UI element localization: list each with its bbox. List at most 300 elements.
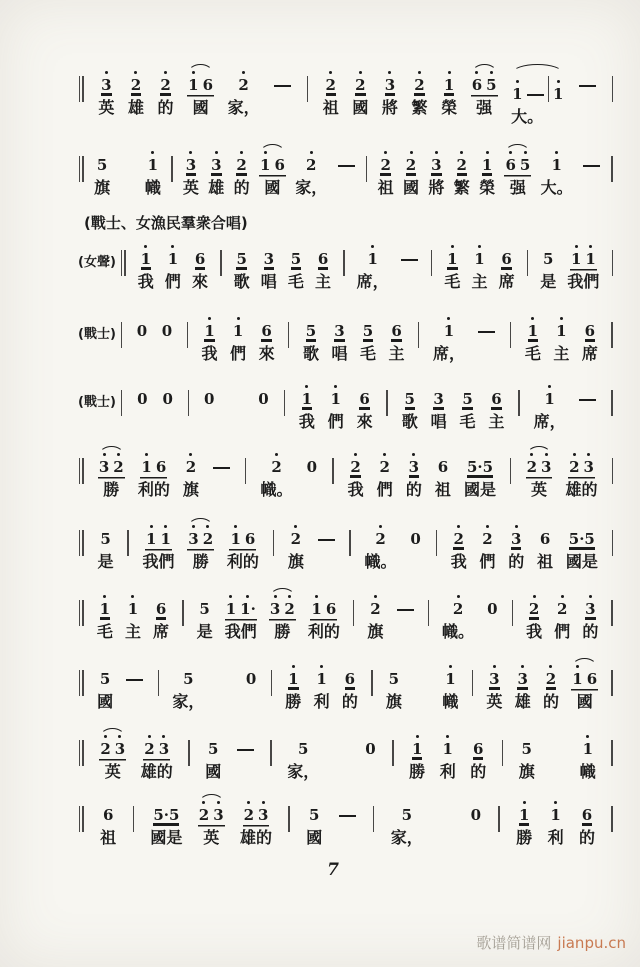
lyric <box>611 107 614 127</box>
note-row <box>417 310 420 350</box>
bar-line <box>612 250 613 276</box>
bar-line <box>188 390 189 416</box>
lyric: 家， <box>295 178 328 197</box>
bar-cell <box>430 238 433 301</box>
note: 5 <box>388 670 400 688</box>
note-cell <box>382 64 398 118</box>
note: 1 <box>99 600 111 618</box>
note-cell <box>328 378 344 432</box>
note-row <box>372 794 375 834</box>
note: 1 <box>582 740 594 758</box>
note-row <box>120 378 123 418</box>
note-group <box>187 64 214 118</box>
note-row <box>471 64 498 95</box>
note: 1 <box>585 250 596 268</box>
note-cell <box>285 658 301 712</box>
note-row <box>571 658 598 689</box>
bar-line-stroke <box>79 670 80 696</box>
note-row <box>401 794 413 825</box>
note-row <box>413 64 425 95</box>
note-cell <box>153 588 169 642</box>
note-row <box>610 378 613 418</box>
lyric: 祖 <box>377 178 394 197</box>
dash-note <box>579 85 596 87</box>
bar-cell <box>427 588 430 651</box>
bar-cell <box>331 446 334 509</box>
bar-cell <box>283 378 286 441</box>
note: 5 <box>521 740 532 758</box>
note-row <box>518 794 530 825</box>
note: 2 <box>271 458 282 476</box>
note: 6 <box>539 530 551 548</box>
lyric: 雄的 <box>140 762 173 781</box>
lyric <box>611 561 614 581</box>
note-cell <box>208 144 224 198</box>
lyric <box>435 561 438 581</box>
lyric: 雄 <box>127 98 144 117</box>
lyric <box>287 837 290 857</box>
bar-line <box>187 322 188 348</box>
note-row <box>400 238 419 269</box>
lyric: 的 <box>542 692 559 711</box>
lyric: 英 <box>98 98 115 117</box>
music-line <box>78 658 614 721</box>
note-cell <box>409 518 421 572</box>
note-cell <box>525 310 541 364</box>
note: 2 <box>144 740 155 758</box>
note: 1 <box>367 250 378 268</box>
note-group <box>138 446 170 500</box>
note: 3 <box>269 600 281 618</box>
note-row <box>78 446 85 486</box>
note: 5 <box>290 250 302 268</box>
bar-cell <box>611 518 614 581</box>
lyric: 們 <box>327 412 344 431</box>
bar-line <box>612 76 613 102</box>
note: 2 <box>325 76 336 94</box>
note-row <box>430 238 433 278</box>
dash-note <box>339 815 356 817</box>
note-cell <box>470 794 482 848</box>
bar-cell <box>186 310 189 373</box>
note: 3 <box>211 156 222 174</box>
note-row <box>390 310 402 341</box>
bar-line <box>418 322 419 348</box>
note-cell <box>261 238 277 292</box>
lyric: 國 <box>192 98 209 117</box>
note: 1 <box>445 670 456 688</box>
note-row <box>527 310 539 341</box>
note-row <box>229 518 256 549</box>
note: 5·5 <box>466 458 494 476</box>
note-cell <box>197 588 213 642</box>
lyric: 唱 <box>260 272 277 291</box>
note: 5 <box>96 156 108 174</box>
lyric <box>78 561 85 581</box>
note-row <box>582 728 594 759</box>
watermark-cn: 歌谱简谱网 <box>476 934 552 952</box>
note: 1 <box>527 322 539 340</box>
lyric: 國 <box>306 828 323 847</box>
note-row <box>203 310 215 341</box>
dash-cell <box>337 144 356 198</box>
note-cell <box>402 378 418 432</box>
lyric: 的 <box>582 622 599 641</box>
note-row <box>366 238 378 269</box>
lyric: 們 <box>230 344 247 363</box>
dash-cell <box>273 64 292 118</box>
note: 2 <box>236 156 247 174</box>
music-line <box>78 728 614 791</box>
cells-row <box>120 378 614 441</box>
lyric <box>236 762 255 782</box>
note: 3 <box>114 740 126 758</box>
lyric: 主 <box>124 622 141 641</box>
note: 1 <box>550 806 561 824</box>
bar-line <box>371 670 372 696</box>
bar-line-stroke <box>79 600 80 626</box>
note: 3 <box>585 600 596 618</box>
note: 2 <box>545 670 557 688</box>
note-row <box>379 446 391 477</box>
note-cell <box>332 310 348 364</box>
bar-line <box>121 390 122 416</box>
bar-cell <box>610 144 613 207</box>
note-cell <box>299 378 315 432</box>
note-row <box>349 446 361 477</box>
lyric: 主 <box>553 344 570 363</box>
note-cell <box>367 588 383 642</box>
note-cell <box>428 144 444 198</box>
bar-line-stroke <box>79 156 80 182</box>
note-row <box>509 310 512 350</box>
note-cell <box>230 310 246 364</box>
note-cell <box>245 658 257 712</box>
lyric: 家， <box>227 98 260 117</box>
note-row <box>610 144 613 184</box>
dash-cell <box>317 518 336 572</box>
note-row <box>305 310 317 341</box>
lyric: 毛 <box>96 622 113 641</box>
note-row <box>500 238 512 269</box>
note: 3 <box>188 530 199 548</box>
note-group <box>471 64 498 118</box>
note-group <box>99 728 126 782</box>
lyric <box>78 107 85 127</box>
note-cell <box>582 588 598 642</box>
lyric <box>136 412 148 432</box>
note: 2 <box>526 458 537 476</box>
lyric <box>273 98 292 118</box>
bar-cell <box>187 728 190 791</box>
note-cell <box>357 378 373 432</box>
note: 0 <box>258 390 269 408</box>
bar-line-stroke <box>82 600 83 626</box>
note-row <box>405 144 417 175</box>
note: 0 <box>245 670 257 688</box>
dash-cell <box>125 658 144 712</box>
bar-line-stroke <box>79 458 80 484</box>
note-cell <box>454 144 470 198</box>
note: 5 <box>486 76 497 94</box>
note-cell <box>540 238 556 292</box>
bar-cell <box>610 378 613 441</box>
double-bar-line <box>79 458 84 484</box>
lyric <box>610 353 613 373</box>
lyric <box>578 412 597 432</box>
note-row <box>338 794 357 825</box>
note-cell <box>472 238 488 292</box>
bar-cell <box>372 794 375 857</box>
note-row <box>430 144 442 175</box>
note-row <box>329 378 341 409</box>
note-row <box>187 378 190 418</box>
note-row <box>331 446 334 486</box>
note-row <box>290 238 302 269</box>
note: 6 <box>586 670 598 688</box>
note-cell <box>234 238 250 292</box>
note-row <box>317 238 329 269</box>
note: 6 <box>202 76 214 94</box>
note-cell <box>100 794 116 848</box>
note-cell <box>136 378 148 432</box>
lyric <box>78 489 85 509</box>
note-row <box>488 658 500 689</box>
dash-cell <box>578 64 597 118</box>
note-cell <box>486 658 502 712</box>
note-row <box>287 310 290 350</box>
cells-row <box>78 518 614 581</box>
lyric: 幟 <box>442 692 459 711</box>
lyric: 的 <box>508 552 525 571</box>
note-row <box>456 144 468 175</box>
lyric <box>331 489 334 509</box>
note-cell <box>451 518 467 572</box>
note-cell <box>228 64 260 118</box>
note: 1 <box>443 322 455 340</box>
lyric <box>170 187 173 207</box>
lyric: 我 <box>347 480 364 499</box>
bar-line-stroke <box>82 76 83 102</box>
note-row <box>187 728 190 768</box>
lyric: 雄的 <box>240 828 273 847</box>
bar-line-stroke <box>82 530 83 556</box>
bar-cell <box>352 588 355 651</box>
note: 1 <box>230 530 241 548</box>
bar-line-stroke <box>82 740 83 766</box>
note: 6 <box>391 322 402 340</box>
lyric <box>430 281 433 301</box>
note-row <box>243 794 270 825</box>
note-row <box>100 64 112 95</box>
lyric <box>501 771 504 791</box>
note-row <box>408 446 420 477</box>
note: 0 <box>162 390 173 408</box>
note-row <box>78 728 85 768</box>
cells-row <box>120 310 614 373</box>
lyric: 旗 <box>367 622 384 641</box>
music-line <box>78 64 614 127</box>
note-cell <box>486 588 498 642</box>
bar-line <box>611 600 612 626</box>
note: 2 <box>198 806 210 824</box>
note-cell <box>479 518 495 572</box>
note-cell <box>288 238 304 292</box>
note: 1 <box>167 250 179 268</box>
music-line <box>78 446 614 509</box>
bar-line <box>182 600 183 626</box>
lyric <box>120 421 123 441</box>
note-row <box>219 238 222 278</box>
bar-cell <box>417 310 420 373</box>
note-cell <box>378 144 394 198</box>
lyric: 大。 <box>511 107 544 126</box>
note-row <box>270 446 282 477</box>
note: 5 <box>401 806 413 824</box>
lyric: 勝 <box>274 622 291 641</box>
note: 1 <box>204 322 215 340</box>
bar-cell <box>610 794 613 857</box>
note-row <box>452 518 464 549</box>
note-row <box>126 518 129 558</box>
music-line <box>78 144 614 207</box>
note-group <box>269 588 296 642</box>
note-row <box>570 238 597 269</box>
note-row <box>584 310 596 341</box>
bar-cell <box>78 144 85 207</box>
note-cell <box>352 64 368 118</box>
cells-row <box>78 588 614 651</box>
note-row <box>145 518 172 549</box>
note: 1 <box>544 390 555 408</box>
note: 1 <box>141 458 152 476</box>
lyric <box>161 412 173 432</box>
note-row <box>310 588 337 619</box>
note-cell <box>508 518 524 572</box>
lyric: 繁 <box>411 98 428 117</box>
bar-cell <box>306 64 309 127</box>
lyric: 的 <box>405 480 422 499</box>
voice-label: (戰士) <box>78 395 116 410</box>
bar-line <box>220 250 221 276</box>
note: 3 <box>489 670 500 688</box>
bar-line-stroke <box>79 806 80 832</box>
lyric: 國 <box>264 178 281 197</box>
bar-line <box>498 806 499 832</box>
note: 0 <box>161 322 173 340</box>
lyric: 旗 <box>287 552 304 571</box>
note-row <box>96 144 108 175</box>
note-row <box>581 794 593 825</box>
note-row <box>78 658 85 698</box>
lyric: 國 <box>352 98 369 117</box>
note-cell <box>314 658 330 712</box>
note: 0 <box>487 600 498 618</box>
lyric <box>78 187 85 207</box>
note-row <box>358 378 370 409</box>
lyric: 利的 <box>307 622 340 641</box>
lyric <box>582 178 601 198</box>
lyric <box>365 187 368 207</box>
bar-cell <box>517 378 520 441</box>
dash-note <box>527 94 544 96</box>
bar-cell <box>78 588 85 651</box>
bar-line <box>127 530 128 556</box>
note-cell <box>431 378 447 432</box>
note-row <box>99 588 111 619</box>
lyric <box>578 98 597 118</box>
note: 2 <box>557 600 568 618</box>
note-row <box>78 588 85 628</box>
lyric: 勝 <box>192 552 209 571</box>
note-row <box>99 728 126 759</box>
lyric: 國是 <box>150 828 183 847</box>
note-cell <box>580 728 596 782</box>
lyric: 席， <box>356 272 389 291</box>
note-cell <box>357 238 389 292</box>
note-cell <box>488 378 504 432</box>
dash-cell <box>212 446 231 500</box>
bar-cell <box>471 658 474 721</box>
note-row <box>136 310 148 341</box>
voice-label: (戰士) <box>78 327 116 342</box>
note: 1 <box>556 322 567 340</box>
lyric: 幟 <box>579 762 596 781</box>
lyric: 的 <box>157 98 174 117</box>
note-row <box>501 728 504 768</box>
note: 3 <box>384 76 396 94</box>
note-row <box>194 238 206 269</box>
note-row <box>388 658 400 689</box>
note-row <box>443 310 455 341</box>
note: 2 <box>202 530 214 548</box>
note-group <box>308 588 340 642</box>
note-row <box>125 658 144 689</box>
note-row <box>269 588 296 619</box>
note-row <box>611 64 614 104</box>
note: 6 <box>102 806 114 824</box>
note-row <box>98 446 125 477</box>
bar-cell <box>509 310 512 373</box>
dash-note <box>274 85 291 87</box>
note: 5 <box>305 322 317 340</box>
lyric <box>272 561 275 581</box>
cells-row <box>78 64 614 127</box>
note-row <box>260 310 272 341</box>
note-cell <box>479 144 495 198</box>
note-cell <box>377 446 393 500</box>
note: 2 <box>350 458 361 476</box>
note-row <box>78 794 85 834</box>
bar-cell <box>126 518 129 581</box>
note: 5 <box>362 322 374 340</box>
note-cell <box>470 728 486 782</box>
note: 5 <box>207 740 219 758</box>
note-cell <box>161 310 173 364</box>
note: 2 <box>453 530 464 548</box>
note-row <box>161 310 173 341</box>
lyric: 家， <box>287 762 320 781</box>
note-row <box>610 794 613 834</box>
note-cell <box>97 588 113 642</box>
bar-line <box>472 670 473 696</box>
note: 5 <box>199 600 210 618</box>
dash-cell <box>396 588 415 642</box>
note-cell <box>364 728 376 782</box>
note: 5 <box>462 390 473 408</box>
bar-cell <box>385 378 388 441</box>
bar-line <box>611 390 612 416</box>
